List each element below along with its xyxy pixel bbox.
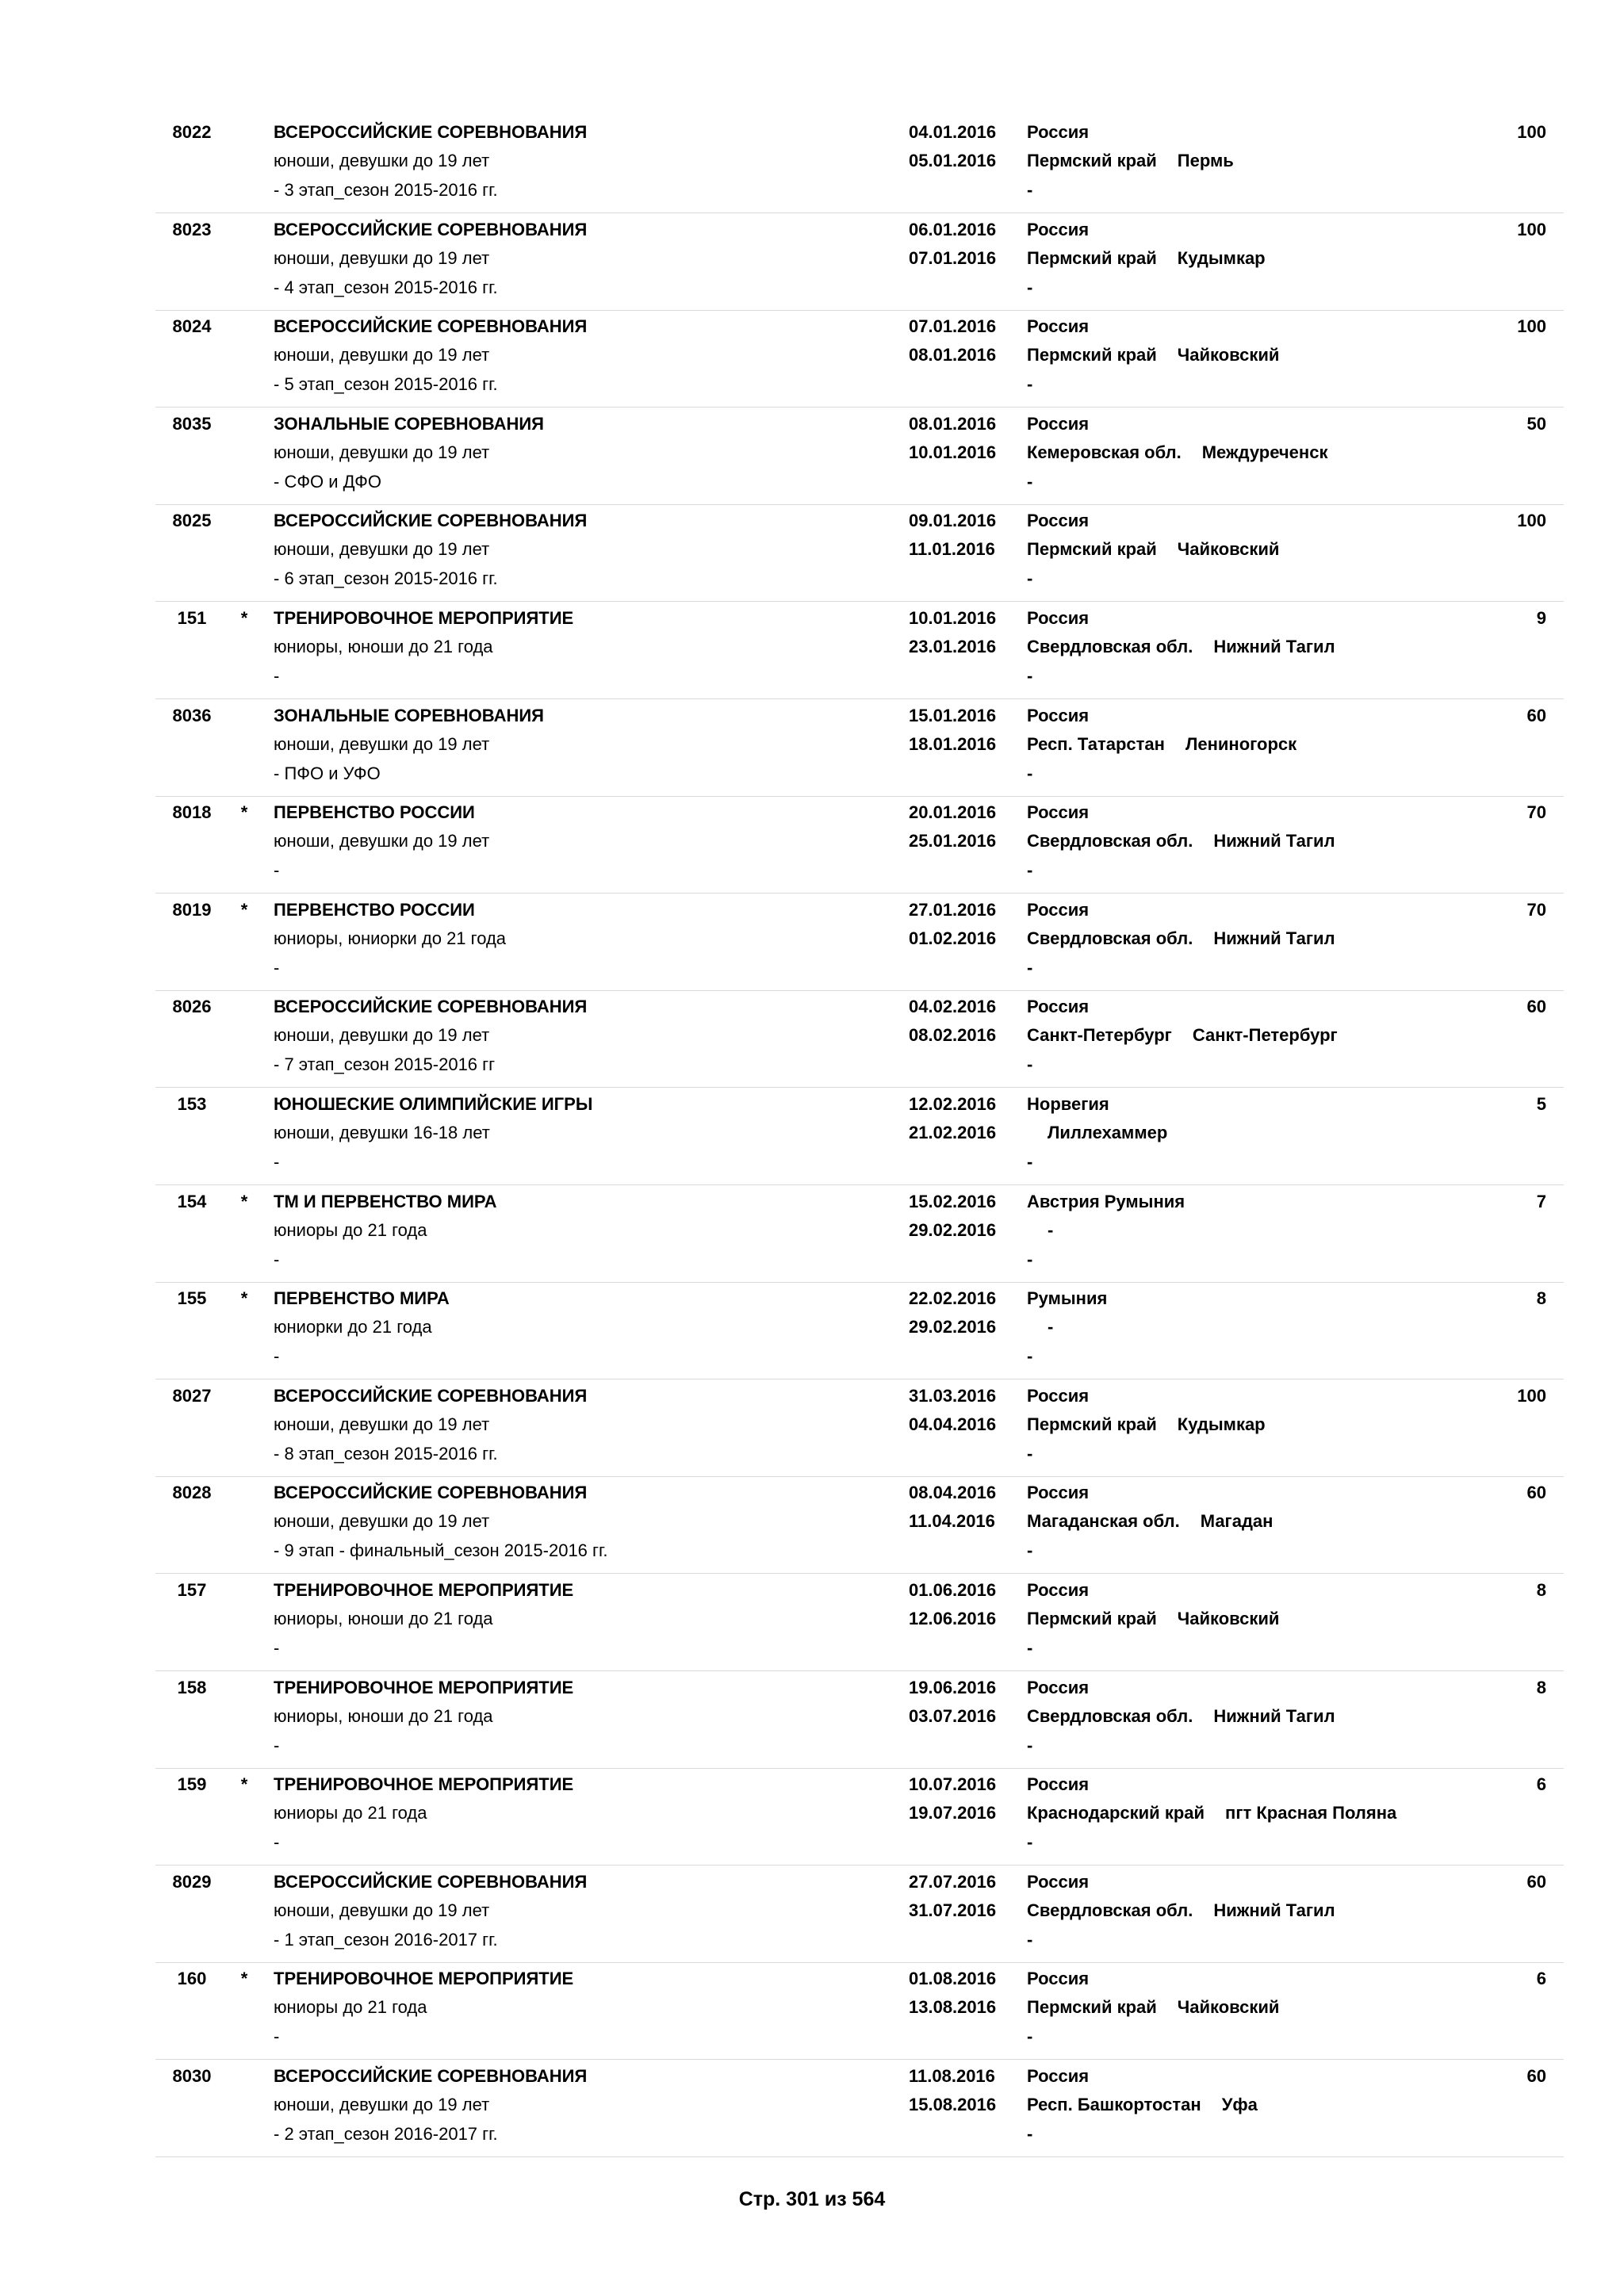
event-title: ВСЕРОССИЙСКИЕ СОРЕВНОВАНИЯ — [274, 316, 588, 337]
event-code: 154 — [177, 1191, 207, 1211]
event-title: ВСЕРОССИЙСКИЕ СОРЕВНОВАНИЯ — [274, 997, 588, 1017]
city: - — [1048, 1317, 1054, 1337]
event-row — [155, 1380, 1564, 1477]
age-group: юноши, девушки до 19 лет — [274, 1025, 490, 1046]
age-group: юноши, девушки до 19 лет — [274, 733, 490, 754]
event-code: 159 — [177, 1774, 207, 1795]
region: Пермский край — [1027, 247, 1157, 268]
city: Нижний Тагил — [1213, 831, 1335, 851]
event-code: 8018 — [172, 802, 212, 823]
event-code: 8026 — [172, 997, 212, 1017]
event-title: ЗОНАЛЬНЫЕ СОРЕВНОВАНИЯ — [274, 705, 544, 725]
location — [1027, 1025, 1338, 1046]
city: - — [1048, 1219, 1054, 1240]
city: пгт Красная Поляна — [1225, 1803, 1397, 1823]
region: Пермский край — [1027, 1414, 1157, 1434]
stage-note: - 2 этап_сезон 2016-2017 гг. — [274, 2124, 498, 2144]
event-title: ТРЕНИРОВОЧНОЕ МЕРОПРИЯТИЕ — [274, 1774, 574, 1795]
stage-note: - СФО и ДФО — [274, 471, 381, 492]
region: Краснодарский край — [1027, 1803, 1205, 1823]
country: Россия — [1027, 608, 1090, 628]
age-group: юниоры, юниорки до 21 года — [274, 928, 507, 948]
participant-count: 60 — [1526, 1483, 1546, 1503]
end-date: 21.02.2016 — [909, 1123, 997, 1142]
region: Пермский край — [1027, 1997, 1157, 2018]
location-extra: - — [1027, 1443, 1033, 1464]
city: Лениногорск — [1185, 733, 1297, 754]
event-row — [155, 1671, 1564, 1769]
age-group: юниоры до 21 года — [274, 1219, 427, 1240]
end-date: 18.01.2016 — [909, 733, 997, 754]
region: Пермский край — [1027, 539, 1157, 560]
event-title: ЗОНАЛЬНЫЕ СОРЕВНОВАНИЯ — [274, 413, 544, 434]
region: Свердловская обл. — [1027, 637, 1193, 656]
participant-count: 60 — [1526, 997, 1546, 1017]
participant-count: 5 — [1536, 1094, 1546, 1114]
stage-note: - 7 этап_сезон 2015-2016 гг — [274, 1054, 496, 1075]
event-row — [155, 408, 1564, 505]
location-extra: - — [1027, 1832, 1033, 1853]
city: Магадан — [1200, 1511, 1274, 1532]
end-date: 29.02.2016 — [909, 1219, 997, 1240]
country: Румыния — [1027, 1288, 1108, 1309]
end-date: 01.02.2016 — [909, 928, 997, 948]
location — [1027, 1997, 1279, 2018]
end-date: 25.01.2016 — [909, 831, 997, 851]
start-date: 11.08.2016 — [909, 2066, 995, 2086]
region: Магаданская обл. — [1027, 1511, 1180, 1532]
event-title: ТРЕНИРОВОЧНОЕ МЕРОПРИЯТИЕ — [274, 608, 574, 628]
city: Чайковский — [1177, 345, 1280, 365]
start-date: 15.01.2016 — [909, 705, 997, 725]
stage-note: - 4 этап_сезон 2015-2016 гг. — [274, 277, 498, 297]
end-date: 29.02.2016 — [909, 1317, 997, 1337]
end-date: 05.01.2016 — [909, 151, 997, 170]
start-date: 10.07.2016 — [909, 1774, 997, 1795]
location-extra: - — [1027, 471, 1033, 492]
location — [1027, 1414, 1266, 1435]
event-code: 160 — [177, 1969, 207, 1989]
priority-star: * — [240, 1191, 248, 1211]
participant-count: 7 — [1536, 1191, 1546, 1211]
participant-count: 60 — [1526, 705, 1546, 725]
start-date: 27.07.2016 — [909, 1871, 997, 1892]
age-group: юноши, девушки 16-18 лет — [274, 1123, 490, 1142]
event-row — [155, 1185, 1564, 1283]
region: Пермский край — [1027, 345, 1157, 365]
stage-note: - ПФО и УФО — [274, 763, 381, 783]
age-group: юноши, девушки до 19 лет — [274, 151, 490, 170]
event-code: 8035 — [172, 413, 212, 434]
country: Россия — [1027, 316, 1090, 337]
end-date: 11.04.2016 — [909, 1511, 995, 1532]
stage-note: - — [274, 1249, 280, 1269]
location-extra: - — [1027, 2026, 1033, 2047]
location-extra: - — [1027, 1152, 1033, 1172]
age-group: юноши, девушки до 19 лет — [274, 539, 490, 560]
priority-star: * — [240, 1774, 248, 1795]
start-date: 01.06.2016 — [909, 1580, 997, 1600]
location-extra: - — [1027, 1638, 1033, 1658]
end-date: 19.07.2016 — [909, 1803, 997, 1823]
region: Пермский край — [1027, 151, 1157, 170]
age-group: юноши, девушки до 19 лет — [274, 2095, 490, 2114]
participant-count: 50 — [1526, 413, 1546, 434]
start-date: 22.02.2016 — [909, 1288, 997, 1309]
participant-count: 60 — [1526, 1871, 1546, 1892]
location-extra: - — [1027, 666, 1033, 686]
event-row — [155, 990, 1564, 1088]
event-row — [155, 1088, 1564, 1185]
start-date: 09.01.2016 — [909, 511, 997, 531]
start-date: 08.01.2016 — [909, 413, 997, 434]
location — [1027, 1803, 1396, 1823]
event-row — [155, 1768, 1564, 1866]
location-extra: - — [1027, 860, 1033, 881]
event-title: ВСЕРОССИЙСКИЕ СОРЕВНОВАНИЯ — [274, 1483, 588, 1503]
start-date: 27.01.2016 — [909, 899, 997, 920]
participant-count: 100 — [1517, 511, 1546, 531]
start-date: 06.01.2016 — [909, 219, 997, 239]
location-extra: - — [1027, 1346, 1033, 1367]
city: Кудымкар — [1177, 247, 1266, 268]
location-extra: - — [1027, 374, 1033, 395]
stage-note: - — [274, 2026, 280, 2047]
location — [1027, 1220, 1053, 1241]
event-code: 8036 — [172, 705, 212, 725]
participant-count: 100 — [1517, 219, 1546, 239]
stage-note: - — [274, 860, 280, 881]
age-group: юниоры, юноши до 21 года — [274, 637, 493, 656]
city: Чайковский — [1177, 539, 1280, 560]
region: Свердловская обл. — [1027, 1900, 1193, 1920]
participant-count: 100 — [1517, 1385, 1546, 1406]
region: Респ. Татарстан — [1027, 733, 1165, 754]
city: Нижний Тагил — [1213, 928, 1335, 948]
country: Россия — [1027, 1580, 1090, 1600]
page-number: Стр. 301 из 564 — [738, 2188, 886, 2210]
age-group: юноши, девушки до 19 лет — [274, 345, 490, 365]
priority-star: * — [240, 608, 248, 628]
start-date: 15.02.2016 — [909, 1191, 997, 1211]
location — [1027, 1123, 1167, 1143]
stage-note: - 1 этап_сезон 2016-2017 гг. — [274, 1929, 498, 1950]
country: Россия — [1027, 802, 1090, 823]
event-row — [155, 1476, 1564, 1574]
stage-note: - — [274, 1152, 280, 1172]
location — [1027, 151, 1234, 171]
event-code: 8030 — [172, 2066, 212, 2086]
end-date: 03.07.2016 — [909, 1705, 997, 1726]
location — [1027, 637, 1335, 657]
city: Нижний Тагил — [1213, 1900, 1335, 1920]
participant-count: 100 — [1517, 316, 1546, 337]
event-title: ВСЕРОССИЙСКИЕ СОРЕВНОВАНИЯ — [274, 511, 588, 531]
age-group: юниоры до 21 года — [274, 1997, 427, 2018]
event-row — [155, 2060, 1564, 2157]
participant-count: 100 — [1517, 122, 1546, 142]
participant-count: 6 — [1536, 1774, 1546, 1795]
start-date: 31.03.2016 — [909, 1385, 997, 1406]
event-code: 8024 — [172, 316, 212, 337]
country: Россия — [1027, 2066, 1090, 2086]
location — [1027, 2095, 1258, 2115]
age-group: юниоры, юноши до 21 года — [274, 1609, 493, 1628]
location-extra: - — [1027, 1054, 1033, 1075]
start-date: 07.01.2016 — [909, 316, 997, 337]
region: Свердловская обл. — [1027, 831, 1193, 851]
country: Россия — [1027, 1483, 1090, 1503]
country: Россия — [1027, 1385, 1090, 1406]
event-row — [155, 310, 1564, 408]
age-group: юноши, девушки до 19 лет — [274, 247, 490, 268]
event-code: 8029 — [172, 1871, 212, 1892]
city: Кудымкар — [1177, 1414, 1266, 1434]
event-row — [155, 213, 1564, 311]
participant-count: 60 — [1526, 2066, 1546, 2086]
region: Респ. Башкортостан — [1027, 2095, 1201, 2114]
event-code: 8023 — [172, 219, 212, 239]
location — [1027, 1511, 1273, 1532]
country: Россия — [1027, 899, 1090, 920]
event-row — [155, 602, 1564, 699]
country: Норвегия — [1027, 1094, 1109, 1114]
event-code: 157 — [177, 1580, 207, 1600]
age-group: юноши, девушки до 19 лет — [274, 442, 490, 462]
location-extra: - — [1027, 2124, 1033, 2144]
location-extra: - — [1027, 180, 1033, 200]
city: Уфа — [1221, 2095, 1258, 2114]
event-title: ТРЕНИРОВОЧНОЕ МЕРОПРИЯТИЕ — [274, 1677, 574, 1697]
region: Санкт-Петербург — [1027, 1025, 1172, 1046]
priority-star: * — [240, 1288, 248, 1309]
participant-count: 8 — [1536, 1288, 1546, 1309]
country: Россия — [1027, 219, 1090, 239]
participant-count: 70 — [1526, 899, 1546, 920]
event-row — [155, 116, 1564, 213]
event-code: 8019 — [172, 899, 212, 920]
location — [1027, 1609, 1279, 1629]
location-extra: - — [1027, 763, 1033, 783]
end-date: 10.01.2016 — [909, 442, 997, 462]
end-date: 08.02.2016 — [909, 1025, 997, 1046]
location-extra: - — [1027, 957, 1033, 978]
location — [1027, 928, 1335, 949]
end-date: 04.04.2016 — [909, 1414, 997, 1434]
participant-count: 8 — [1536, 1580, 1546, 1600]
stage-note: - — [274, 1346, 280, 1367]
city: Чайковский — [1177, 1997, 1280, 2018]
stage-note: - — [274, 1832, 280, 1853]
location — [1027, 539, 1279, 560]
event-code: 153 — [177, 1094, 207, 1114]
region: Свердловская обл. — [1027, 1705, 1193, 1726]
region: Кемеровская обл. — [1027, 442, 1182, 462]
location — [1027, 1706, 1335, 1727]
event-code: 155 — [177, 1288, 207, 1309]
stage-note: - 6 этап_сезон 2015-2016 гг. — [274, 568, 498, 589]
event-code: 151 — [177, 608, 207, 628]
stage-note: - — [274, 1638, 280, 1658]
event-title: ЮНОШЕСКИЕ ОЛИМПИЙСКИЕ ИГРЫ — [274, 1094, 593, 1114]
location — [1027, 345, 1279, 365]
city: Нижний Тагил — [1213, 1705, 1335, 1726]
country: Россия — [1027, 413, 1090, 434]
stage-note: - — [274, 1735, 280, 1755]
start-date: 04.02.2016 — [909, 997, 997, 1017]
end-date: 12.06.2016 — [909, 1609, 997, 1628]
event-row — [155, 699, 1564, 797]
region: Свердловская обл. — [1027, 928, 1193, 948]
participant-count: 6 — [1536, 1969, 1546, 1989]
stage-note: - — [274, 957, 280, 978]
stage-note: - 5 этап_сезон 2015-2016 гг. — [274, 374, 498, 395]
city: Нижний Тагил — [1213, 637, 1335, 656]
start-date: 20.01.2016 — [909, 802, 997, 823]
event-row — [155, 1962, 1564, 2060]
event-title: ВСЕРОССИЙСКИЕ СОРЕВНОВАНИЯ — [274, 122, 588, 142]
location-extra: - — [1027, 1735, 1033, 1755]
country: Россия — [1027, 1774, 1090, 1795]
event-row — [155, 504, 1564, 602]
event-title: ТРЕНИРОВОЧНОЕ МЕРОПРИЯТИЕ — [274, 1580, 574, 1600]
event-row — [155, 796, 1564, 894]
end-date: 11.01.2016 — [909, 539, 995, 560]
age-group: юноши, девушки до 19 лет — [274, 1414, 490, 1434]
event-title: ВСЕРОССИЙСКИЕ СОРЕВНОВАНИЯ — [274, 219, 588, 239]
event-code: 158 — [177, 1677, 207, 1697]
event-code: 8027 — [172, 1385, 212, 1406]
location-extra: - — [1027, 1540, 1033, 1561]
event-title: ТРЕНИРОВОЧНОЕ МЕРОПРИЯТИЕ — [274, 1969, 574, 1989]
priority-star: * — [240, 899, 248, 920]
country: Россия — [1027, 1871, 1090, 1892]
location — [1027, 734, 1297, 755]
country: Россия — [1027, 1677, 1090, 1697]
location — [1027, 248, 1266, 269]
event-row — [155, 1866, 1564, 1963]
event-title: ВСЕРОССИЙСКИЕ СОРЕВНОВАНИЯ — [274, 2066, 588, 2086]
location — [1027, 442, 1327, 463]
city: Междуреченск — [1201, 442, 1328, 462]
event-title: ПЕРВЕНСТВО МИРА — [274, 1288, 450, 1309]
event-code: 8025 — [172, 511, 212, 531]
city: Пермь — [1177, 151, 1234, 170]
location — [1027, 1900, 1335, 1921]
country: Россия — [1027, 122, 1090, 142]
city: Лиллехаммер — [1048, 1123, 1168, 1142]
age-group: юниоры, юноши до 21 года — [274, 1705, 493, 1726]
end-date: 31.07.2016 — [909, 1900, 997, 1920]
stage-note: - 3 этап_сезон 2015-2016 гг. — [274, 180, 498, 200]
stage-note: - 9 этап - финальный_сезон 2015-2016 гг. — [274, 1540, 608, 1561]
start-date: 08.04.2016 — [909, 1483, 997, 1503]
age-group: юноши, девушки до 19 лет — [274, 1511, 490, 1532]
event-title: ВСЕРОССИЙСКИЕ СОРЕВНОВАНИЯ — [274, 1385, 588, 1406]
priority-star: * — [240, 802, 248, 823]
location — [1027, 831, 1335, 851]
location-extra: - — [1027, 277, 1033, 297]
event-row — [155, 894, 1564, 991]
start-date: 01.08.2016 — [909, 1969, 997, 1989]
stage-note: - 8 этап_сезон 2015-2016 гг. — [274, 1443, 498, 1464]
age-group: юноши, девушки до 19 лет — [274, 1900, 490, 1920]
participant-count: 8 — [1536, 1677, 1546, 1697]
start-date: 12.02.2016 — [909, 1094, 997, 1114]
event-title: ПЕРВЕНСТВО РОССИИ — [274, 899, 475, 920]
start-date: 19.06.2016 — [909, 1677, 997, 1697]
event-code: 8028 — [172, 1483, 212, 1503]
country: Россия — [1027, 1969, 1090, 1989]
country: Россия — [1027, 997, 1090, 1017]
end-date: 07.01.2016 — [909, 247, 997, 268]
location — [1027, 1317, 1053, 1337]
end-date: 15.08.2016 — [909, 2095, 997, 2114]
stage-note: - — [274, 666, 280, 686]
event-code: 8022 — [172, 122, 212, 142]
age-group: юноши, девушки до 19 лет — [274, 831, 490, 851]
end-date: 23.01.2016 — [909, 637, 997, 656]
country: Россия — [1027, 511, 1090, 531]
age-group: юниоры до 21 года — [274, 1803, 427, 1823]
participant-count: 9 — [1536, 608, 1546, 628]
start-date: 10.01.2016 — [909, 608, 997, 628]
region: Пермский край — [1027, 1609, 1157, 1628]
end-date: 13.08.2016 — [909, 1997, 997, 2018]
event-row — [155, 1574, 1564, 1671]
city: Чайковский — [1177, 1609, 1280, 1628]
event-title: ПЕРВЕНСТВО РОССИИ — [274, 802, 475, 823]
country: Австрия Румыния — [1027, 1191, 1185, 1211]
age-group: юниорки до 21 года — [274, 1317, 432, 1337]
location-extra: - — [1027, 568, 1033, 589]
end-date: 08.01.2016 — [909, 345, 997, 365]
location-extra: - — [1027, 1929, 1033, 1950]
country: Россия — [1027, 705, 1090, 725]
location-extra: - — [1027, 1249, 1033, 1269]
start-date: 04.01.2016 — [909, 122, 997, 142]
participant-count: 70 — [1526, 802, 1546, 823]
event-title: ТМ И ПЕРВЕНСТВО МИРА — [274, 1191, 497, 1211]
priority-star: * — [240, 1969, 248, 1989]
event-row — [155, 1282, 1564, 1380]
event-title: ВСЕРОССИЙСКИЕ СОРЕВНОВАНИЯ — [274, 1871, 588, 1892]
city: Санкт-Петербург — [1192, 1025, 1338, 1046]
